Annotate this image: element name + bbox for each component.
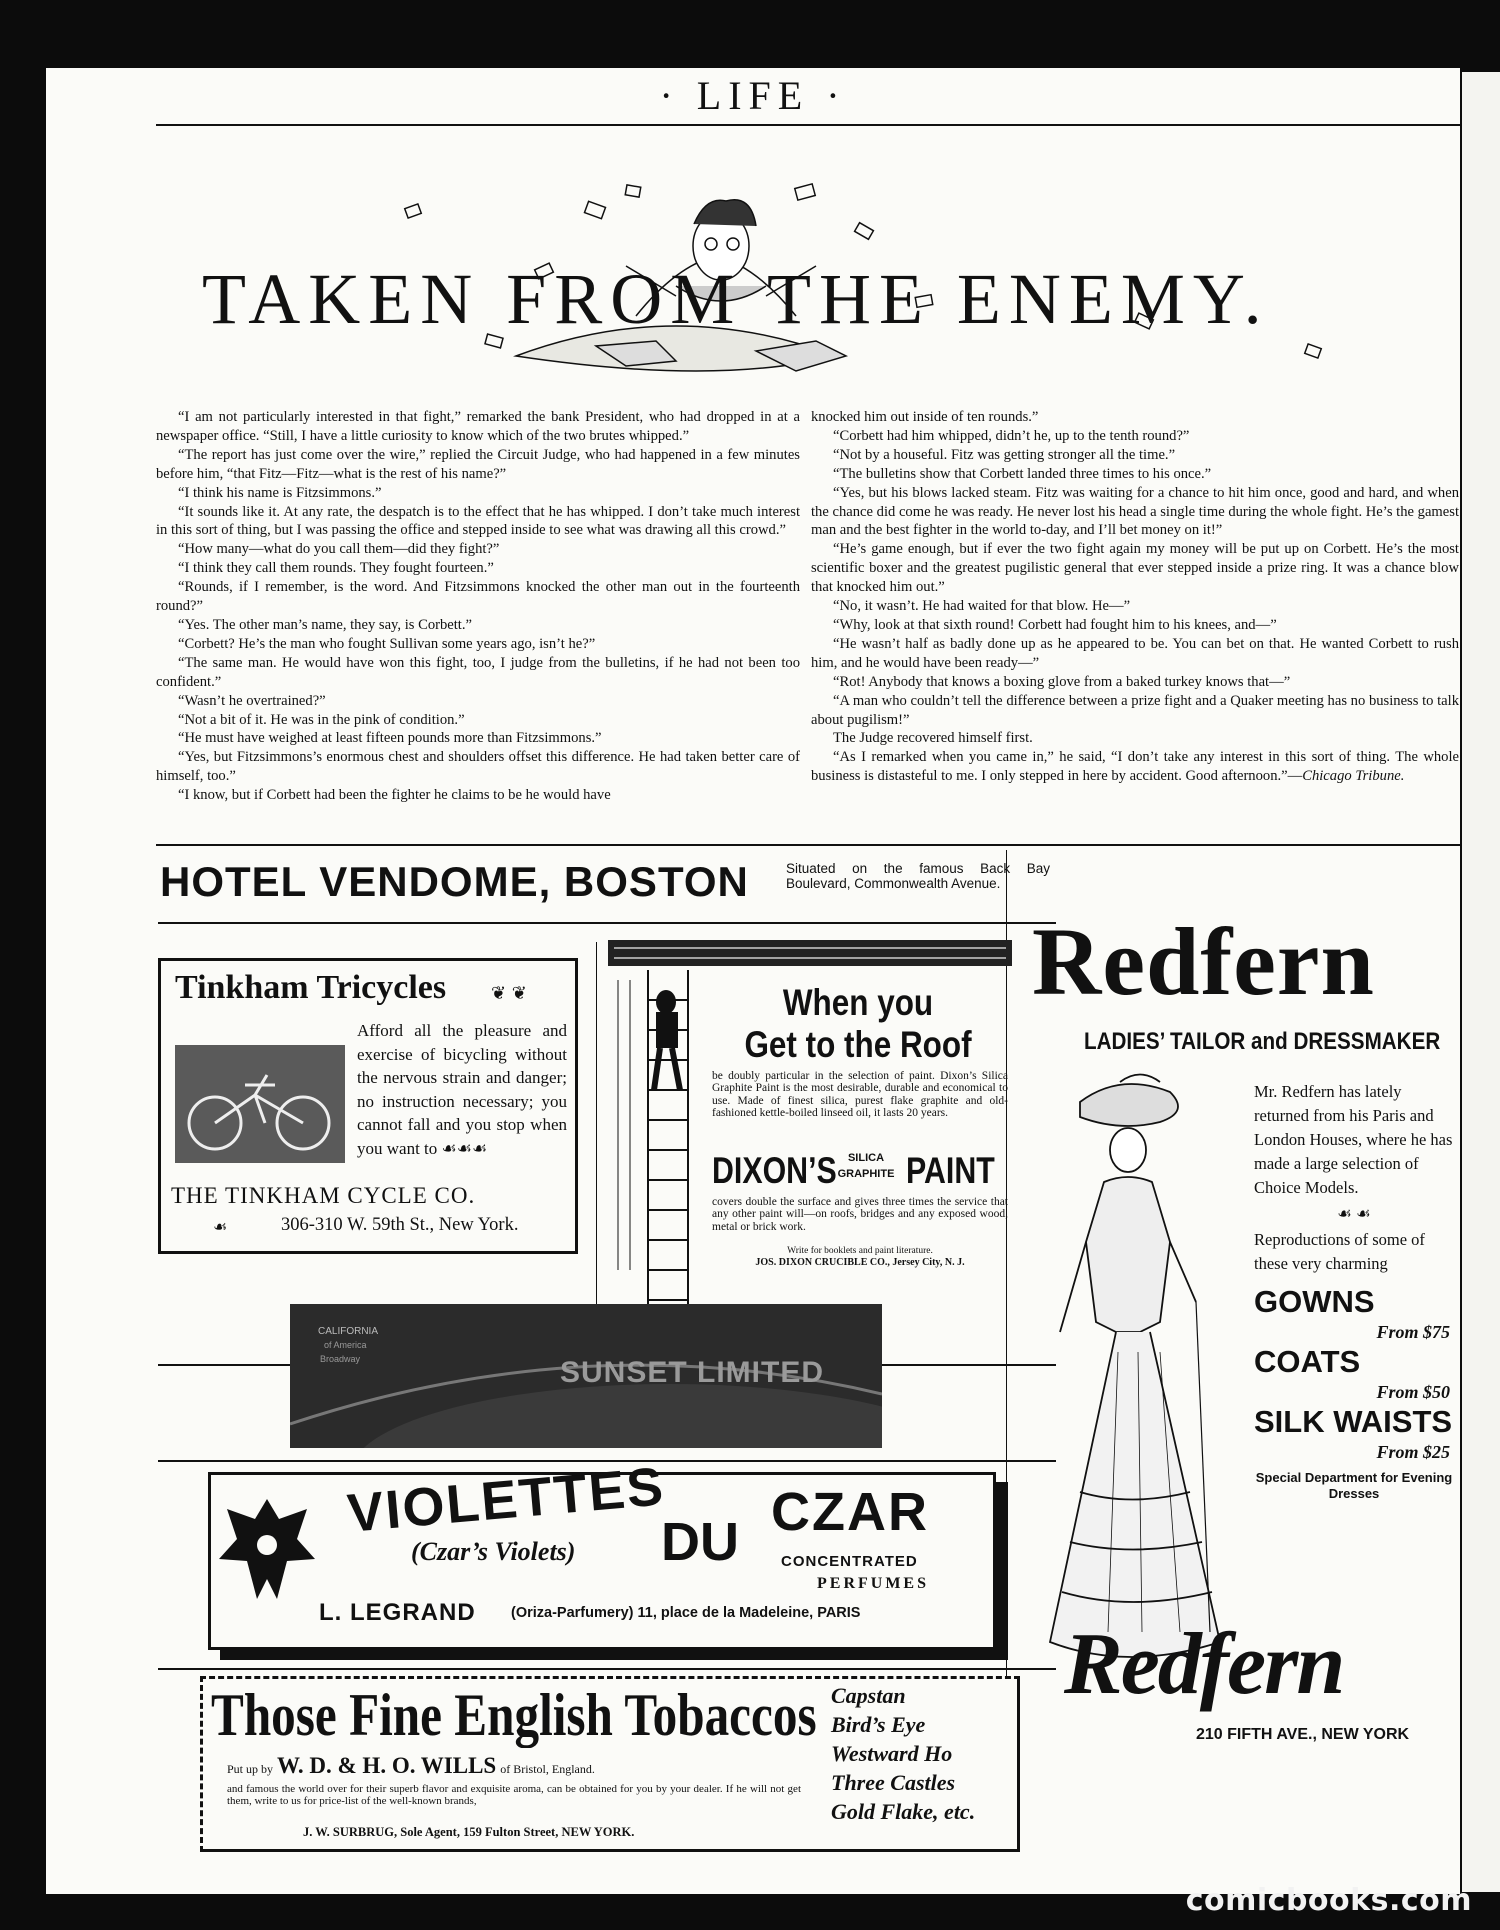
dixon-body-2: covers double the surface and gives three times the service that any other paint will—on roofs, bridges and any exposed wood, metal or brick work. <box>712 1196 1008 1233</box>
coats-price: From $50 <box>1376 1382 1450 1402</box>
paragraph: “I am not particularly interested in that fight,” remarked the bank President, who had dropped in at a newspaper office. “Still, I have a little curiosity to know which of the two brutes whipped.” <box>156 409 800 444</box>
gowns-price: From $75 <box>1376 1322 1450 1342</box>
masthead-rule <box>156 124 1460 126</box>
leaf-ornament-icon: ❦ ❦ <box>491 983 527 1004</box>
brand-item: Westward Ho <box>831 1741 953 1766</box>
paragraph: “It sounds like it. At any rate, the despatch is to the effect that he has whipped. I don’t take much interest in this sort of thing, but I was passing the office and stepped inside to see what was drawing all this crowd.” <box>156 503 800 539</box>
dixon-paint-ad <box>608 940 1012 1350</box>
paragraph: “How many—what do you call them—did they fight?” <box>178 541 500 558</box>
dixon-silica: SILICA <box>847 1152 885 1164</box>
violettes-word: VIOLETTES <box>345 1456 668 1544</box>
paragraph: “Rot! Anybody that knows a boxing glove from a baked turkey knows that—” <box>833 673 1291 690</box>
wills-company: W. D. & H. O. WILLS <box>277 1753 497 1778</box>
paragraph: “Not by a houseful. Fitz was getting stronger all the time.” <box>833 446 1176 463</box>
redfern-subtitle: LADIES’ TAILOR and DRESSMAKER <box>1084 1028 1441 1055</box>
brand-item: Bird’s Eye <box>831 1712 926 1737</box>
tinkham-company: THE TINKHAM CYCLE CO. <box>171 1183 476 1208</box>
sunset-limited-ad <box>290 1304 882 1448</box>
dixon-paint-word: PAINT <box>906 1150 995 1191</box>
dixon-brand: DIXON’S <box>712 1150 837 1191</box>
redfern-title: Redfern <box>1032 908 1375 1015</box>
paragraph: “He’s game enough, but if ever the two fight again my money will be put up on Corbett. He’s the most scientific boxer and the greatest pugilistic general that ever stepped inside a prize ring. It was a chance blow that knocked him out.” <box>811 541 1459 596</box>
dixon-body: be doubly particular in the selection of paint. Dixon’s Silica Graphite Paint is the most desirable, durable and economical to use. Made of finest silica, purest flake graphite and old-fashioned kettle-boiled linseed oil, it lasts 20 years. <box>712 1070 1008 1119</box>
violettes-ad <box>208 1456 996 1650</box>
tinkham-text: Afford all the pleasure and exercise of bicycling without the nervous strain and danger; no instruction necessary; you cannot fall and you stop when you want to <box>357 1021 567 1158</box>
bristol: of Bristol, England. <box>500 1762 595 1776</box>
tinkham-address: 306-310 W. 59th St., New York. <box>281 1215 519 1235</box>
article-right-column <box>811 408 1459 786</box>
dixon-headline <box>731 982 986 1066</box>
adjacent-page-edge <box>1462 72 1500 1892</box>
paragraph: “Corbett had him whipped, didn’t he, up to the tenth round?” <box>833 427 1190 444</box>
ad-rule <box>158 922 1056 924</box>
dixon-headline-2: Get to the Roof <box>744 1024 972 1065</box>
silk-waists-price: From $25 <box>1376 1442 1450 1462</box>
article-source: Chicago Tribune. <box>1302 768 1405 785</box>
redfern-intro: Mr. Redfern has lately returned from his Paris and London Houses, where he has made a large selection of Choice Models. <box>1254 1082 1453 1197</box>
ornament-icon: ☙ ☙ <box>1337 1204 1371 1223</box>
wills-line <box>227 1753 595 1779</box>
ad-rule <box>158 1668 1056 1670</box>
legrand-name: L. LEGRAND <box>319 1599 476 1626</box>
legrand-address: (Oriza-Parfumery) 11, place de la Madeleine, PARIS <box>511 1605 861 1621</box>
tobacco-brands <box>831 1681 975 1826</box>
du-word: DU <box>661 1512 739 1572</box>
tobacco-body: and famous the world over for their superb flavor and exquisite aroma, can be obtained for you by your dealer. If he will not get them, write to us for price-list of the well-known brands, <box>227 1783 801 1807</box>
silk-waists-label: SILK WAISTS <box>1254 1404 1453 1439</box>
article-left-column <box>156 408 800 805</box>
paragraph: The Judge recovered himself first. <box>833 730 1033 747</box>
paragraph: “I think his name is Fitzsimmons.” <box>178 484 382 501</box>
tricycle-image <box>175 1045 345 1163</box>
paragraph: “The report has just come over the wire,” replied the Circuit Judge, who had happened in a few minutes before him, “that Fitz—Fitz—what is the rest of his name?” <box>156 446 800 482</box>
brand-item: Three Castles <box>831 1770 956 1795</box>
paragraph: “The same man. He would have won this fight, too, I judge from the bulletins, if he had not been too confident.” <box>156 654 800 690</box>
closing-text: “As I remarked when you came in,” he said, “I don’t take any interest in this sort of thing. The whole business is distasteful to me. I only stepped in here by accident. Good afternoon.”— <box>811 749 1459 785</box>
magazine-page <box>46 68 1460 1894</box>
redfern-repro: Reproductions of some of these very charming <box>1254 1230 1425 1273</box>
tobacco-title: Those Fine English Tobaccos <box>211 1682 817 1748</box>
paragraph: “Yes, but Fitzsimmons’s enormous chest and shoulders offset this difference. He had taken better care of himself, too.” <box>156 749 800 785</box>
paragraph: “Rounds, if I remember, is the word. And Fitzsimmons knocked the other man out in the fourteenth round?” <box>156 579 800 615</box>
redfern-address: 210 FIFTH AVE., NEW YORK <box>1196 1726 1410 1743</box>
tricycle-icon <box>175 1045 345 1163</box>
czar-word: CZAR <box>771 1482 929 1542</box>
paragraph: knocked him out inside of ten rounds.” <box>811 409 1039 425</box>
brand-item: Capstan <box>831 1683 906 1708</box>
czars-violets: (Czar’s Violets) <box>411 1537 576 1566</box>
banner-title: TAKEN FROM THE ENEMY. <box>202 259 1270 339</box>
tinkham-title: Tinkham Tricycles <box>175 969 447 1006</box>
redfern-special: Special Department for Evening Dresses <box>1255 1470 1453 1501</box>
redfern-signature: Redfern <box>1064 1616 1344 1713</box>
tinkham-ad <box>158 958 578 1254</box>
tinkham-body <box>357 1019 567 1160</box>
banner-illustration <box>156 146 1456 396</box>
lady-figure-icon <box>1020 1072 1240 1672</box>
paragraph: “Not a bit of it. He was in the pink of condition.” <box>178 711 465 728</box>
watermark: comicbooks.com <box>1185 1883 1472 1918</box>
paragraph: “Corbett? He’s the man who fought Sullivan some years ago, isn’t he?” <box>178 635 596 652</box>
redfern-illustration <box>1020 1072 1240 1672</box>
gowns-label: GOWNS <box>1254 1284 1375 1319</box>
paragraph: “Yes. The other man’s name, they say, is Corbett.” <box>178 616 472 633</box>
ad-divider <box>596 942 597 1362</box>
paragraph: “The bulletins show that Corbett landed three times to his once.” <box>833 465 1212 482</box>
hotel-ad-title: HOTEL VENDOME, BOSTON <box>160 858 749 905</box>
sunset-line-3: Broadway <box>320 1354 361 1364</box>
dixon-write: Write for booklets and paint literature. <box>787 1246 933 1256</box>
dixon-brand-line <box>712 1150 1012 1194</box>
paragraph: “He wasn’t half as badly done up as he appeared to be. You can bet on that. He wanted Corbett to rush him, and he would have been ready—” <box>811 635 1459 671</box>
redfern-copy <box>1254 1080 1454 1502</box>
dixon-headline-1: When you <box>782 982 934 1023</box>
paragraph: “No, it wasn’t. He had waited for that blow. He—” <box>833 598 1131 615</box>
paragraph: “A man who couldn’t tell the difference between a prize fight and a Quaker meeting has no business to talk about pugilism!” <box>811 692 1459 728</box>
put-up-by: Put up by <box>227 1762 274 1776</box>
paragraph: “He must have weighed at least fifteen pounds more than Fitzsimmons.” <box>178 730 602 747</box>
paragraph: “I know, but if Corbett had been the fighter he claims to be he would have <box>178 787 611 804</box>
perfumes: PERFUMES <box>817 1575 929 1592</box>
coats-label: COATS <box>1254 1344 1361 1379</box>
sunset-title: SUNSET LIMITED <box>560 1356 825 1389</box>
tobacco-agent: J. W. SURBRUG, Sole Agent, 159 Fulton Street, NEW YORK. <box>303 1825 635 1839</box>
ornament-icon: ☙☙☙ <box>441 1138 488 1158</box>
paragraph: “Wasn’t he overtrained?” <box>178 692 326 709</box>
paragraph: “I think they call them rounds. They fought fourteen.” <box>178 560 494 577</box>
ornament-icon: ☙ <box>213 1217 228 1236</box>
dixon-footer <box>712 1246 1008 1268</box>
double-eagle-icon <box>217 1489 317 1609</box>
sunset-line-1: CALIFORNIA <box>318 1326 379 1337</box>
hotel-ad-description: Situated on the famous Back Bay Boulevard, Commonwealth Avenue. <box>786 861 1050 891</box>
dixon-graphite: GRAPHITE <box>837 1168 895 1180</box>
concentrated: CONCENTRATED <box>781 1553 918 1570</box>
paragraph <box>811 748 1459 786</box>
tobacco-ad <box>200 1676 1020 1852</box>
paragraph: “Why, look at that sixth round! Corbett had fought him to his knees, and—” <box>833 616 1277 633</box>
dixon-maker: JOS. DIXON CRUCIBLE CO., Jersey City, N. J. <box>755 1257 965 1268</box>
section-rule <box>156 844 1460 846</box>
paragraph: “Yes, but his blows lacked steam. Fitz was waiting for a chance to hit him once, good and hard, and when the chance did come he was ready. He never lost his head a single time during the whole fight. He’s the gamest man and the best fighter in the world to-day, and I’ll bet money on it!” <box>811 484 1459 539</box>
brand-item: Gold Flake, etc. <box>831 1799 976 1824</box>
sunset-line-2: of America <box>324 1340 367 1350</box>
masthead: · LIFE · <box>659 73 847 118</box>
